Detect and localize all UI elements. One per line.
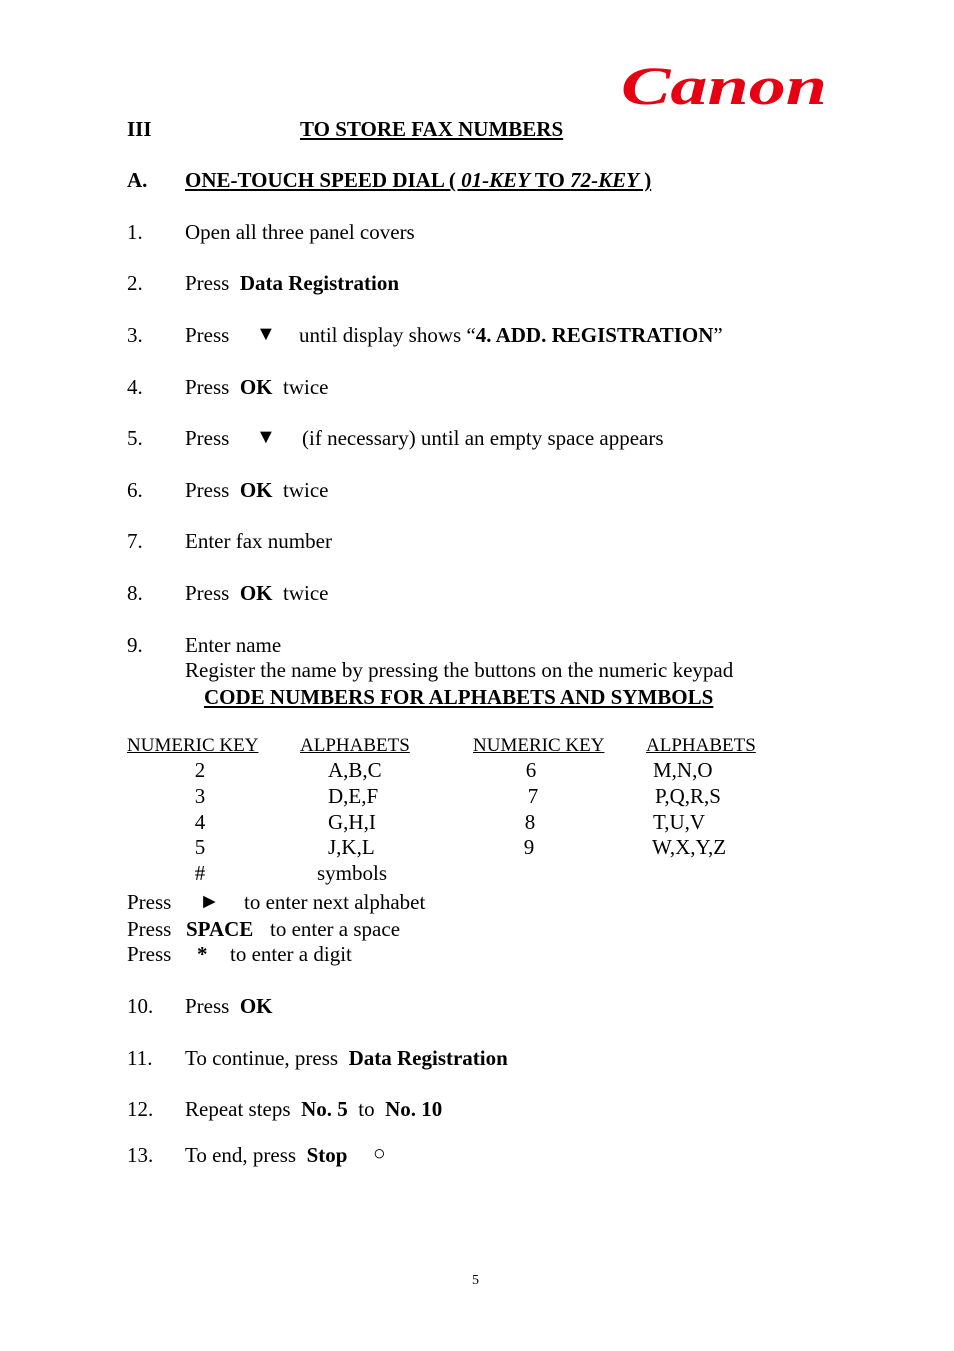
step-number: 12. <box>127 1097 154 1121</box>
table-cell-key: 9 <box>523 835 535 859</box>
subsection-letter: A. <box>127 168 148 192</box>
step-number: 10. <box>127 994 154 1018</box>
table-cell-alphabet: T,U,V <box>653 810 706 834</box>
note-key: * <box>197 942 208 966</box>
table-cell-alphabet: symbols <box>317 861 388 885</box>
step-text: Repeat steps No. 5 to No. 10 <box>185 1097 443 1121</box>
note-text: to enter next alphabet <box>244 890 426 914</box>
step-number: 6. <box>127 478 143 502</box>
table-cell-key: # <box>194 861 206 885</box>
note-press-label: Press <box>127 890 172 914</box>
down-arrow-icon: ▼ <box>256 426 276 448</box>
step-text: (if necessary) until an empty space appears <box>302 426 664 450</box>
col-header-alphabets: ALPHABETS <box>300 735 410 756</box>
table-cell-alphabet: W,X,Y,Z <box>652 835 727 859</box>
col-header-numeric-key: NUMERIC KEY <box>473 735 605 756</box>
step-text: Press OK twice <box>185 375 329 399</box>
table-cell-key: 3 <box>194 784 206 808</box>
step-text: Open all three panel covers <box>185 220 415 244</box>
step-number: 4. <box>127 375 143 399</box>
section-title: TO STORE FAX NUMBERS <box>300 117 564 141</box>
step-text: Press OK twice <box>185 581 329 605</box>
note-text: to enter a space <box>270 917 401 941</box>
table-cell-key: 7 <box>527 784 539 808</box>
canon-logo <box>618 60 830 110</box>
stop-circle-icon: ○ <box>373 1141 386 1165</box>
table-cell-alphabet: A,B,C <box>328 758 382 782</box>
table-cell-alphabet: J,K,L <box>328 835 375 859</box>
note-key: SPACE <box>186 917 254 941</box>
subsection-title: ONE-TOUCH SPEED DIAL ( 01-KEY TO 72-KEY ) <box>185 168 652 192</box>
table-cell-key: 5 <box>194 835 206 859</box>
step-text: until display shows “4. ADD. REGISTRATION” <box>299 323 723 347</box>
step-text: Press Data Registration <box>185 271 400 295</box>
step-number: 13. <box>127 1143 154 1167</box>
table-cell-alphabet: D,E,F <box>328 784 379 808</box>
step-number: 2. <box>127 271 143 295</box>
col-header-alphabets: ALPHABETS <box>646 735 756 756</box>
step-text: To end, press Stop <box>185 1143 348 1167</box>
code-table-title: CODE NUMBERS FOR ALPHABETS AND SYMBOLS <box>204 685 714 709</box>
svg-text:Canon: Canon <box>621 60 827 110</box>
table-cell-key: 2 <box>194 758 206 782</box>
step-text: Enter fax number <box>185 529 332 553</box>
table-cell-alphabet: M,N,O <box>653 758 713 782</box>
step-text: To continue, press Data Registration <box>185 1046 508 1070</box>
step-number: 3. <box>127 323 143 347</box>
right-arrow-icon: ► <box>199 889 220 913</box>
table-cell-key: 4 <box>194 810 206 834</box>
col-header-numeric-key: NUMERIC KEY <box>127 735 259 756</box>
step-number: 1. <box>127 220 143 244</box>
note-press-label: Press <box>127 942 172 966</box>
step-press-label: Press <box>185 426 230 450</box>
step-text: Press OK twice <box>185 478 329 502</box>
step-number: 7. <box>127 529 143 553</box>
table-cell-key: 6 <box>525 758 537 782</box>
down-arrow-icon: ▼ <box>256 323 276 345</box>
page-number: 5 <box>472 1273 479 1288</box>
section-number: III <box>127 117 152 141</box>
step-text: Enter name <box>185 633 282 657</box>
step-number: 9. <box>127 633 143 657</box>
note-text: to enter a digit <box>230 942 352 966</box>
table-cell-alphabet: G,H,I <box>328 810 376 834</box>
step-press-label: Press <box>185 323 230 347</box>
table-cell-key: 8 <box>524 810 536 834</box>
step-number: 8. <box>127 581 143 605</box>
table-cell-alphabet: P,Q,R,S <box>655 784 721 808</box>
step-text: Press OK <box>185 994 273 1018</box>
step-text-detail: Register the name by pressing the buttons on the numeric keypad <box>185 658 734 682</box>
step-number: 11. <box>127 1046 153 1070</box>
note-press-label: Press <box>127 917 172 941</box>
step-number: 5. <box>127 426 143 450</box>
